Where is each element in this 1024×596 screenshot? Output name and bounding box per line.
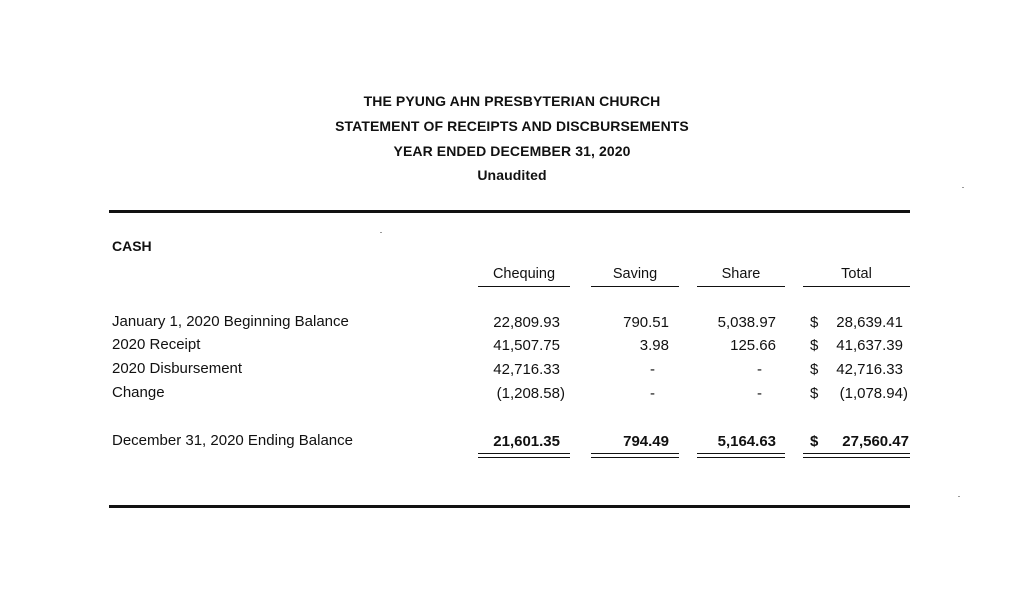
dollar-sign: $ — [810, 314, 819, 331]
ending-total-value: 27,560.47 — [842, 433, 909, 450]
ending-saving-value: 794.49 — [623, 433, 669, 450]
statement-title: STATEMENT OF RECEIPTS AND DISCBURSEMENTS — [335, 118, 689, 134]
scan-speck — [380, 232, 382, 233]
row-label: 2020 Receipt — [112, 336, 201, 353]
double-underline-saving — [591, 453, 679, 458]
ending-balance-label: December 31, 2020 Ending Balance — [112, 432, 353, 449]
ending-chequing-value: 21,601.35 — [493, 433, 560, 450]
saving-value: - — [650, 385, 655, 402]
ending-share-value: 5,164.63 — [717, 433, 776, 450]
scan-speck — [962, 187, 964, 188]
saving-value: 790.51 — [623, 314, 669, 331]
chequing-value: 41,507.75 — [493, 337, 560, 354]
section-label: CASH — [112, 238, 152, 254]
scan-speck — [958, 496, 960, 497]
total-value: 41,637.39 — [836, 337, 903, 354]
bottom-rule — [109, 505, 910, 508]
dollar-sign: $ — [810, 385, 819, 402]
column-header-saving: Saving — [591, 266, 679, 287]
row-label: January 1, 2020 Beginning Balance — [112, 313, 349, 330]
chequing-value: 42,716.33 — [493, 361, 560, 378]
top-rule — [109, 210, 910, 213]
chequing-value: (1,208.58) — [496, 385, 565, 402]
share-value: - — [757, 361, 762, 378]
share-value: - — [757, 385, 762, 402]
total-value: 42,716.33 — [836, 361, 903, 378]
total-value: 28,639.41 — [836, 314, 903, 331]
ending-dollar-sign: $ — [810, 433, 819, 450]
statement-period: YEAR ENDED DECEMBER 31, 2020 — [393, 143, 631, 159]
double-underline-total — [803, 453, 910, 458]
chequing-value: 22,809.93 — [493, 314, 560, 331]
dollar-sign: $ — [810, 361, 819, 378]
row-label: 2020 Disbursement — [112, 360, 243, 377]
share-value: 5,038.97 — [717, 314, 776, 331]
audit-status: Unaudited — [477, 167, 547, 183]
double-underline-share — [697, 453, 785, 458]
saving-value: 3.98 — [639, 337, 669, 354]
church-name: THE PYUNG AHN PRESBYTERIAN CHURCH — [363, 93, 661, 109]
total-value: (1,078.94) — [839, 385, 908, 402]
row-label: Change — [112, 384, 165, 401]
double-underline-chequing — [478, 453, 570, 458]
column-header-chequing: Chequing — [478, 266, 570, 287]
dollar-sign: $ — [810, 337, 819, 354]
share-value: 125.66 — [730, 337, 776, 354]
saving-value: - — [650, 361, 655, 378]
column-header-share: Share — [697, 266, 785, 287]
column-header-total: Total — [803, 266, 910, 287]
